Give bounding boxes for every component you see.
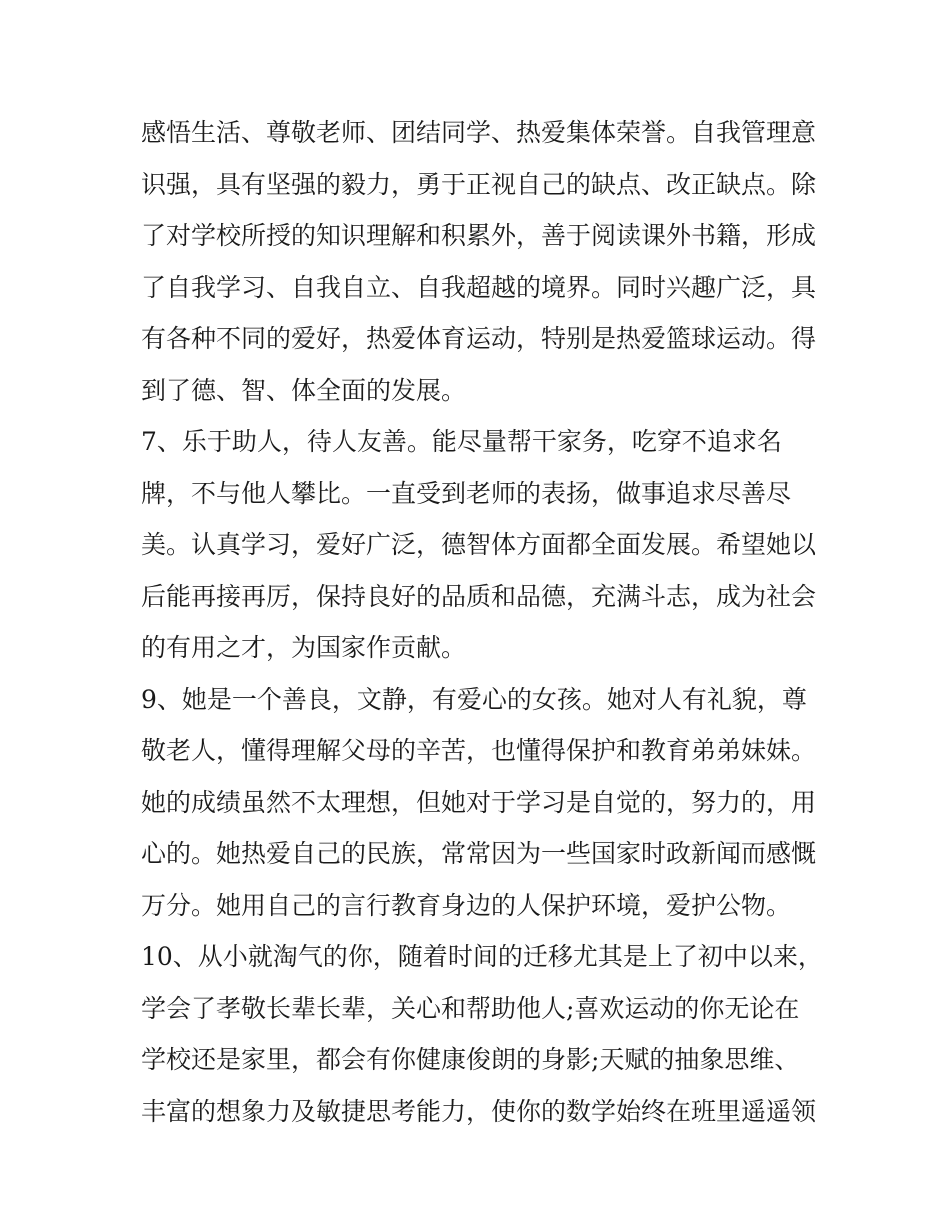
text-line: 了对学校所授的知识理解和积累外，善于阅读课外书籍，形成 (141, 221, 817, 250)
text-line: 10、从小就淘气的你，随着时间的迁移尤其是上了初中以来， (141, 942, 823, 971)
text-line: 到了德、智、体全面的发展。 (141, 375, 467, 405)
text-line: 7、乐于助人，待人友善。能尽量帮干家务，吃穿不追求名 (141, 427, 782, 456)
text-line: 有各种不同的爱好，热爱体育运动，特别是热爱篮球运动。得 (141, 324, 817, 353)
text-line: 学校还是家里，都会有你健康俊朗的身影;天赋的抽象思维、 (141, 1045, 800, 1074)
text-line: 她的成绩虽然不太理想，但她对于学习是自觉的，努力的，用 (141, 787, 817, 817)
text-line: 了自我学习、自我自立、自我超越的境界。同时兴趣广泛，具 (141, 272, 817, 302)
text-line: 丰富的想象力及敏捷思考能力，使你的数学始终在班里遥遥领 (141, 1096, 817, 1126)
text-line: 感悟生活、尊敬老师、团结同学、热爱集体荣誉。自我管理意 (141, 118, 817, 147)
text-line: 的有用之才，为国家作贡献。 (141, 633, 467, 662)
text-line: 后能再接再厉，保持良好的品质和品德，充满斗志，成为社会 (141, 581, 817, 611)
text-line: 万分。她用自己的言行教育身边的人保护环境，爱护公物。 (141, 890, 792, 920)
text-line: 识强，具有坚强的毅力，勇于正视自己的缺点、改正缺点。除 (141, 169, 817, 199)
document-body (141, 107, 821, 1137)
text-line: 学会了孝敬长辈长辈，关心和帮助他人;喜欢运动的你无论在 (141, 993, 800, 1023)
text-line: 9、她是一个善良，文静，有爱心的女孩。她对人有礼貌，尊 (141, 684, 807, 714)
text-line: 牌，不与他人攀比。一直受到老师的表扬，做事追求尽善尽 (141, 478, 792, 508)
text-line: 敬老人，懂得理解父母的辛苦，也懂得保护和教育弟弟妹妹。 (141, 736, 817, 765)
text-line: 心的。她热爱自己的民族，常常因为一些国家时政新闻而感慨 (141, 839, 817, 868)
text-line: 美。认真学习，爱好广泛，德智体方面都全面发展。希望她以 (141, 530, 817, 559)
